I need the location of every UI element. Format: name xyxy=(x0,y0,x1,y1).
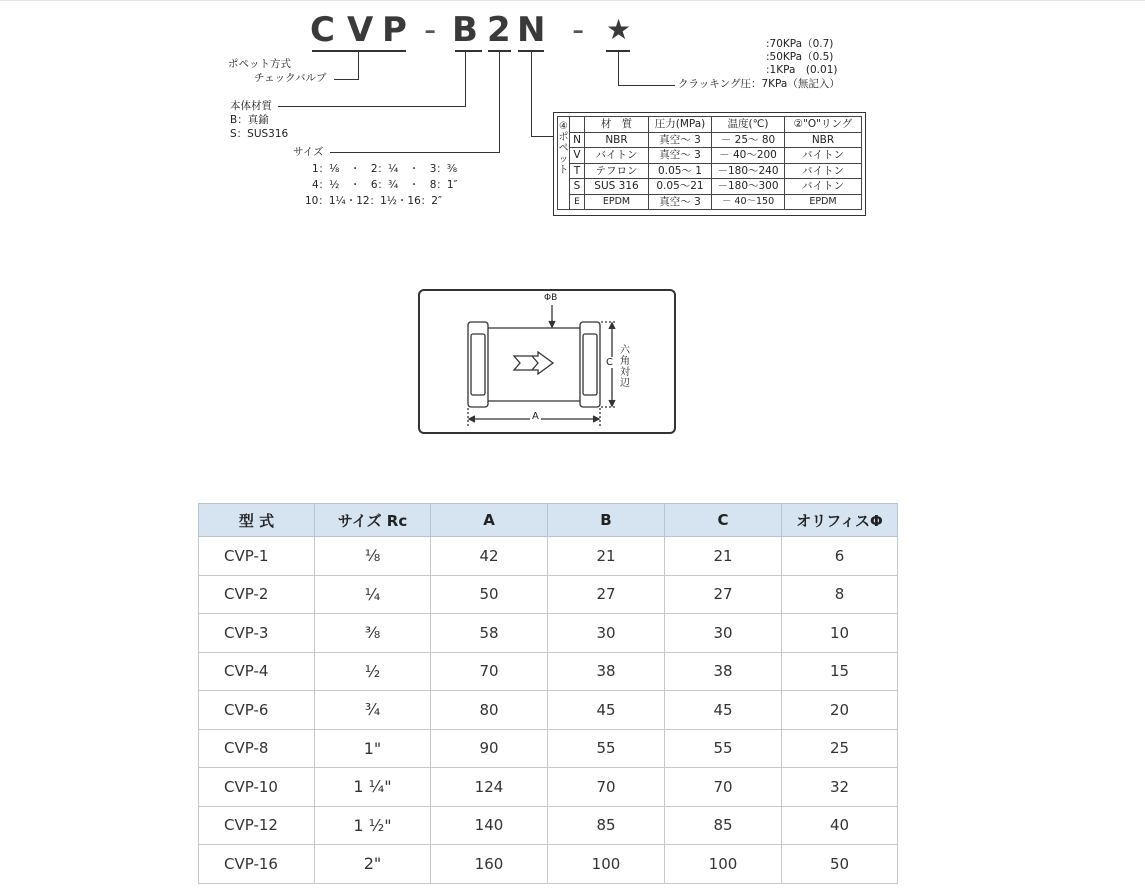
code-char-dash2: - xyxy=(572,10,585,50)
poppet-oring: バイトン xyxy=(785,179,862,195)
spec-cell-size: ¾ xyxy=(315,691,431,730)
spec-cell-orifice: 32 xyxy=(782,768,898,807)
spec-cell-c: 85 xyxy=(665,806,782,845)
poppet-oring: NBR xyxy=(785,132,862,148)
spec-cell-a: 90 xyxy=(431,729,548,768)
spec-cell-model: CVP-12 xyxy=(199,806,315,845)
leader-star-h xyxy=(618,85,675,86)
size-row-2: 4：½ ・ 6：¾ ・ 8：1″ xyxy=(312,179,458,191)
table-row xyxy=(199,575,898,614)
poppet-type-label-1: ポペット方式 xyxy=(228,58,291,70)
poppet-code: E xyxy=(570,194,585,210)
spec-cell-orifice: 25 xyxy=(782,729,898,768)
spec-cell-b: 55 xyxy=(548,729,665,768)
poppet-material: EPDM xyxy=(585,194,649,210)
spec-header-a: A xyxy=(431,504,548,537)
spec-cell-a: 42 xyxy=(431,537,548,576)
spec-cell-c: 27 xyxy=(665,575,782,614)
spec-cell-size: ¼ xyxy=(315,575,431,614)
poppet-row xyxy=(558,194,862,210)
dim-b-label: ΦB xyxy=(544,293,558,303)
poppet-temp: －180～240 xyxy=(712,163,785,179)
code-char-n: N xyxy=(517,10,546,50)
poppet-row xyxy=(558,163,862,179)
spec-header-row xyxy=(199,504,898,537)
table-row xyxy=(199,614,898,653)
poppet-row xyxy=(558,148,862,164)
table-row xyxy=(199,806,898,845)
spec-cell-c: 100 xyxy=(665,845,782,884)
poppet-header-material: 材 質 xyxy=(585,117,649,133)
poppet-table xyxy=(553,112,866,216)
poppet-header-pressure: 圧力(MPa) xyxy=(649,117,712,133)
poppet-oring: バイトン xyxy=(785,163,862,179)
poppet-material: テフロン xyxy=(585,163,649,179)
poppet-material: SUS 316 xyxy=(585,179,649,195)
spec-cell-c: 30 xyxy=(665,614,782,653)
spec-cell-a: 140 xyxy=(431,806,548,845)
dim-c-label: C xyxy=(606,357,613,368)
spec-cell-a: 58 xyxy=(431,614,548,653)
spec-cell-orifice: 15 xyxy=(782,652,898,691)
spec-cell-model: CVP-4 xyxy=(199,652,315,691)
cracking-label: クラッキング圧：7KPa（無記入） xyxy=(678,78,840,90)
spec-cell-size: 1 ½" xyxy=(315,806,431,845)
code-char-2: 2 xyxy=(487,10,511,50)
valve-drawing-svg xyxy=(420,291,674,432)
size-title: サイズ xyxy=(293,146,324,158)
leader-2-v xyxy=(499,51,500,153)
underline-b xyxy=(455,50,482,52)
spec-cell-model: CVP-6 xyxy=(199,691,315,730)
poppet-pressure: 真空～ 3 xyxy=(649,132,712,148)
spec-header-orifice: オリフィスΦ xyxy=(782,504,898,537)
spec-cell-b: 45 xyxy=(548,691,665,730)
spec-cell-model: CVP-10 xyxy=(199,768,315,807)
spec-cell-b: 85 xyxy=(548,806,665,845)
dim-a-label: A xyxy=(532,411,539,422)
code-char-p: P xyxy=(382,10,407,50)
spec-cell-b: 70 xyxy=(548,768,665,807)
spec-cell-orifice: 8 xyxy=(782,575,898,614)
poppet-pressure: 0.05～21 xyxy=(649,179,712,195)
spec-cell-c: 55 xyxy=(665,729,782,768)
poppet-temp: － 40～150 xyxy=(712,194,785,210)
spec-cell-b: 30 xyxy=(548,614,665,653)
spec-table xyxy=(198,503,898,884)
spec-header-b: B xyxy=(548,504,665,537)
poppet-pressure: 0.05～ 1 xyxy=(649,163,712,179)
spec-cell-size: ⅜ xyxy=(315,614,431,653)
spec-cell-a: 124 xyxy=(431,768,548,807)
spec-cell-orifice: 20 xyxy=(782,691,898,730)
spec-cell-a: 70 xyxy=(431,652,548,691)
spec-cell-b: 100 xyxy=(548,845,665,884)
poppet-oring: EPDM xyxy=(785,194,862,210)
spec-cell-c: 38 xyxy=(665,652,782,691)
spec-header-model: 型 式 xyxy=(199,504,315,537)
spec-cell-model: CVP-16 xyxy=(199,845,315,884)
poppet-header-temp: 温度(℃) xyxy=(712,117,785,133)
spec-cell-orifice: 10 xyxy=(782,614,898,653)
body-material-b: B：真鍮 xyxy=(230,114,269,126)
poppet-header-code xyxy=(570,117,585,133)
table-row xyxy=(199,652,898,691)
poppet-oring: バイトン xyxy=(785,148,862,164)
poppet-code: N xyxy=(570,132,585,148)
size-row-1: 1：⅛ ・ 2：¼ ・ 3：⅜ xyxy=(312,163,458,175)
poppet-material: NBR xyxy=(585,132,649,148)
spec-cell-model: CVP-3 xyxy=(199,614,315,653)
poppet-type-label-2: チェックバルブ xyxy=(254,72,327,84)
poppet-pressure: 真空～ 3 xyxy=(649,148,712,164)
spec-cell-size: 1 ¼" xyxy=(315,768,431,807)
leader-star-v xyxy=(618,51,619,86)
spec-cell-b: 21 xyxy=(548,537,665,576)
spec-cell-size: ⅛ xyxy=(315,537,431,576)
code-char-b: B xyxy=(452,10,478,50)
leader-b-v xyxy=(465,51,466,107)
code-char-v: V xyxy=(347,10,374,50)
spec-cell-b: 38 xyxy=(548,652,665,691)
spec-cell-c: 70 xyxy=(665,768,782,807)
size-row-3: 10：1¼・12：1½・16：2″ xyxy=(305,195,442,207)
code-char-dash1: - xyxy=(424,10,437,50)
cracking-option-3: :1KPa (0.01) xyxy=(766,64,838,76)
spec-cell-size: 1" xyxy=(315,729,431,768)
spec-cell-model: CVP-2 xyxy=(199,575,315,614)
spec-cell-orifice: 6 xyxy=(782,537,898,576)
table-row xyxy=(199,537,898,576)
table-row xyxy=(199,691,898,730)
spec-cell-model: CVP-8 xyxy=(199,729,315,768)
spec-header-size: サイズ Rc xyxy=(315,504,431,537)
code-char-star: ★ xyxy=(606,13,632,46)
spec-cell-a: 50 xyxy=(431,575,548,614)
spec-cell-b: 27 xyxy=(548,575,665,614)
poppet-row xyxy=(558,179,862,195)
spec-cell-orifice: 50 xyxy=(782,845,898,884)
poppet-side-label: ④ポペット xyxy=(558,117,570,210)
poppet-temp: － 40～200 xyxy=(712,148,785,164)
poppet-material: バイトン xyxy=(585,148,649,164)
leader-2-h xyxy=(330,152,500,153)
spec-cell-c: 21 xyxy=(665,537,782,576)
spec-cell-a: 80 xyxy=(431,691,548,730)
poppet-code: T xyxy=(570,163,585,179)
leader-n-v xyxy=(531,51,532,137)
top-divider xyxy=(0,0,1145,1)
spec-cell-size: ½ xyxy=(315,652,431,691)
leader-cvp-v xyxy=(358,51,359,80)
leader-cvp-h xyxy=(334,79,359,80)
leader-b-h xyxy=(278,106,466,107)
poppet-temp: －180～300 xyxy=(712,179,785,195)
poppet-code: V xyxy=(570,148,585,164)
spec-cell-model: CVP-1 xyxy=(199,537,315,576)
spec-cell-c: 45 xyxy=(665,691,782,730)
poppet-pressure: 真空～ 3 xyxy=(649,194,712,210)
poppet-header-oring: ②"O"リング xyxy=(785,117,862,133)
cracking-option-2: :50KPa（0.5) xyxy=(766,51,834,63)
code-char-c: C xyxy=(310,10,335,50)
table-row xyxy=(199,729,898,768)
leader-n-h xyxy=(531,136,554,137)
spec-cell-a: 160 xyxy=(431,845,548,884)
hex-flats-label: 六角対辺 xyxy=(620,345,630,389)
body-material-s: S：SUS316 xyxy=(230,128,289,140)
spec-cell-size: 2" xyxy=(315,845,431,884)
poppet-row xyxy=(558,132,862,148)
body-material-title: 本体材質 xyxy=(230,100,272,112)
cracking-option-1: :70KPa（0.7) xyxy=(766,38,834,50)
underline-cvp xyxy=(312,50,406,52)
spec-header-c: C xyxy=(665,504,782,537)
table-row xyxy=(199,768,898,807)
table-row xyxy=(199,845,898,884)
poppet-temp: － 25～ 80 xyxy=(712,132,785,148)
valve-drawing xyxy=(418,289,676,434)
spec-cell-orifice: 40 xyxy=(782,806,898,845)
poppet-code: S xyxy=(570,179,585,195)
